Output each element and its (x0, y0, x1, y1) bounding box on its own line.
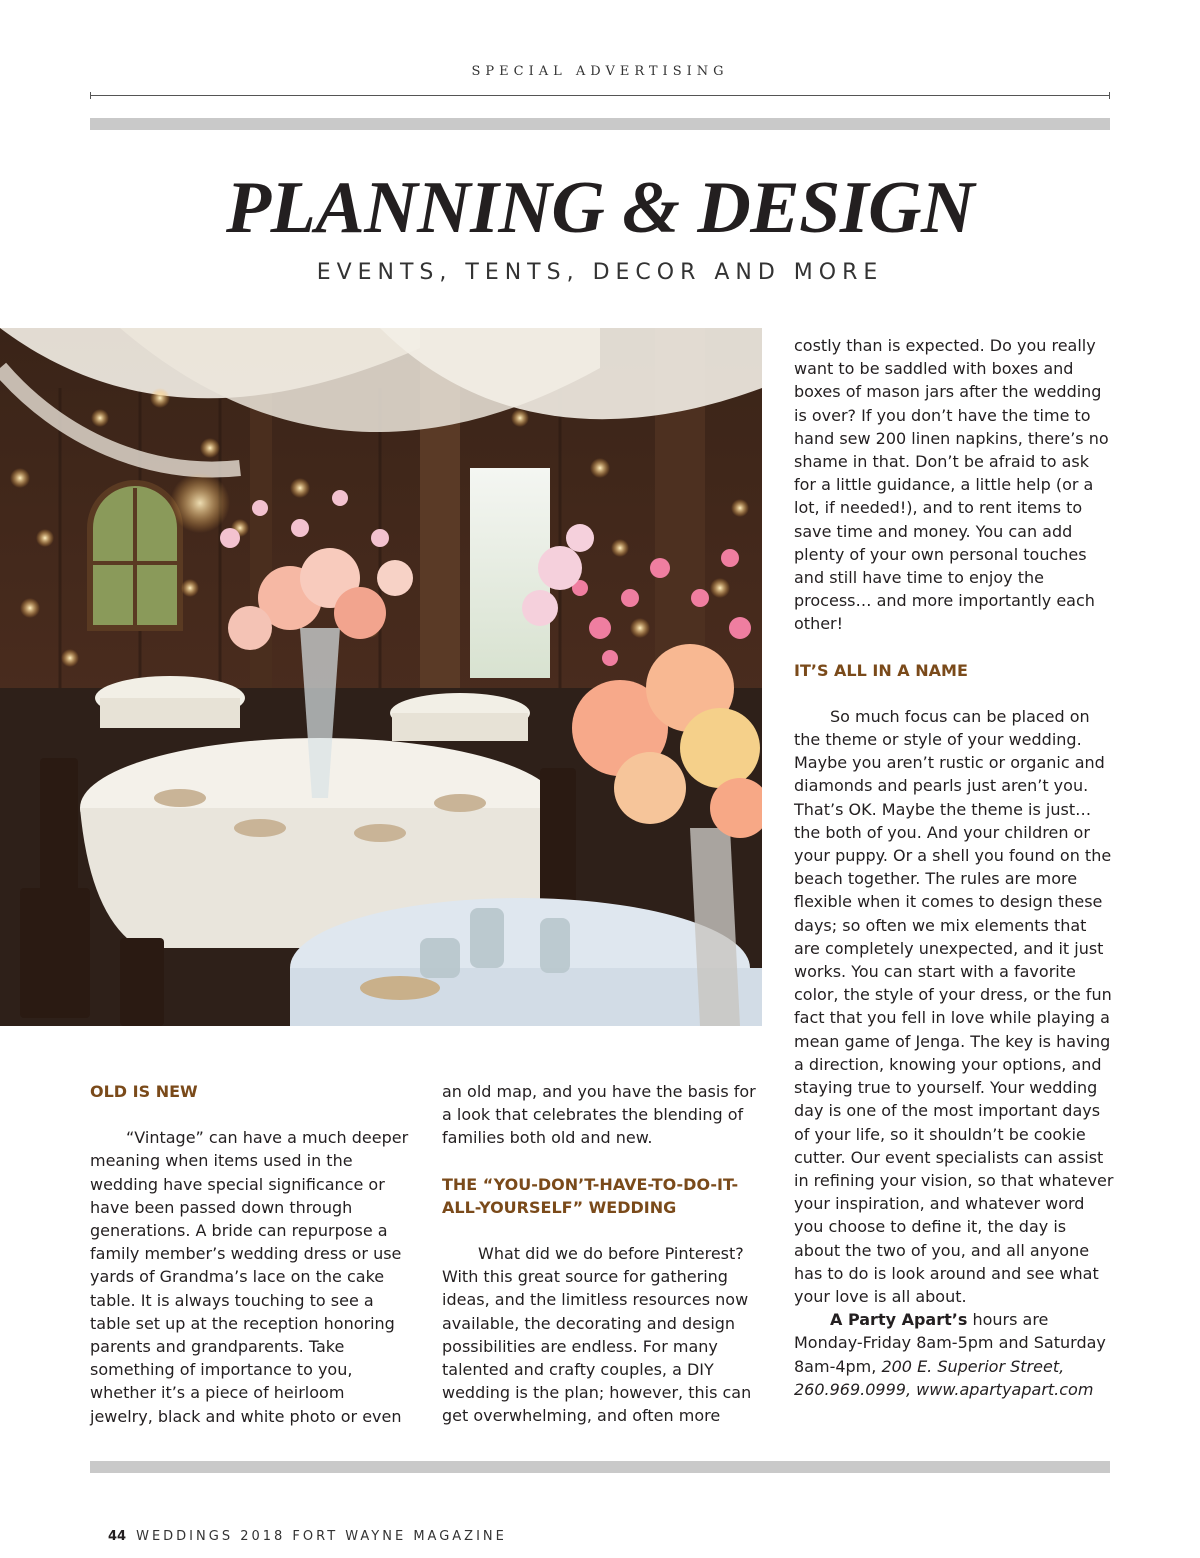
page-subhead: EVENTS, TENTS, DECOR AND MORE (316, 260, 884, 285)
section-kicker: SPECIAL ADVERTISING (471, 64, 729, 79)
paragraph-pinterest: What did we do before Pinterest? With this great source for gathering ideas, and the limitless resources now available, the decorating and design possibilities are endless. For many talented and crafty couples, a DIY wedding is the plan; however, this can get overwhelming, and often more (442, 1244, 752, 1426)
barn-reception-photo (0, 328, 762, 1026)
page-footer (108, 1529, 507, 1544)
paragraph-old-is-new: “Vintage” can have a much deeper meaning when items used in the wedding have special significance or have been passed down through generations. A bride can repurpose a family member’s wedding dress or use yards of Grandma’s lace on the cake table. It is always touching to see a table set up at the reception honoring parents and grandparents. Take something of importance to you, whether it’s a piece of heirloom jewelry, black and white photo or even (90, 1128, 409, 1426)
paragraph-theme: So much focus can be placed on the theme or style of your wedding. Maybe you aren’t rustic or organic and diamonds and pearls just aren’t you. That’s OK. Maybe the theme is just… the both of you. And your children or your puppy. Or a shell you found on the beach together. The rules are more flexible when it comes to design these days; so often we mix elements that are completely unexpected, and it just works. You can start with a favorite color, the style of your dress, or the fun fact that you fell in love while playing a mean game of Jenga. The key is having a direction, knowing your options, and staying true to yourself. Your wedding day is one of the most important days of your life, so it shouldn’t be cookie cutter. Our event specialists can assist in refining your vision, so that whatever your inspiration, and whatever word you choose to define it, the day is about the two of you, and all anyone has to do is look around and see what your love is all about. (794, 706, 1114, 1306)
paragraph-continuation-costly: costly than is expected. Do you really want to be saddled with boxes and boxes of mason jars after the wedding is over? If you don’t have the time to hand sew 200 linen napkins, there’s no shame in that. Don’t be afraid to ask for a little guidance, a little help (or a lot, if needed!), and to rent items to save time and money. You can add plenty of your own personal touches and still have time to enjoy the process… and more importantly each other! (794, 336, 1109, 634)
publication-name: WEDDINGS 2018 FORT WAYNE MAGAZINE (136, 1529, 507, 1544)
contact-info: 200 E. Superior Street, 260.969.0999, www.apartyapart.com (794, 1356, 1094, 1399)
barn-reception-illustration (0, 328, 762, 1026)
paragraph-continuation-map: an old map, and you have the basis for a look that celebrates the blending of families both old and new. (442, 1082, 756, 1148)
business-hours (794, 1308, 1114, 1401)
header-rule (90, 95, 1110, 96)
middle-column (442, 1080, 762, 1428)
hours-text: hours are Monday-Friday 8am-5pm and Saturday 8am-4pm, (794, 1310, 1106, 1376)
top-gray-bar (90, 118, 1110, 130)
bottom-gray-bar (90, 1461, 1110, 1473)
business-name: A Party Apart’s (830, 1310, 968, 1330)
left-column (90, 1080, 410, 1428)
heading-old-is-new: OLD IS NEW (90, 1082, 198, 1101)
heading-all-in-a-name: IT’S ALL IN A NAME (794, 660, 968, 680)
right-column (794, 334, 1114, 1401)
page-number: 44 (108, 1529, 127, 1544)
heading-diy-wedding: THE “YOU-DON’T-HAVE-TO-DO-IT-ALL-YOURSELF” WEDDING (442, 1174, 739, 1217)
page-headline: PLANNING & DESIGN (225, 167, 974, 249)
